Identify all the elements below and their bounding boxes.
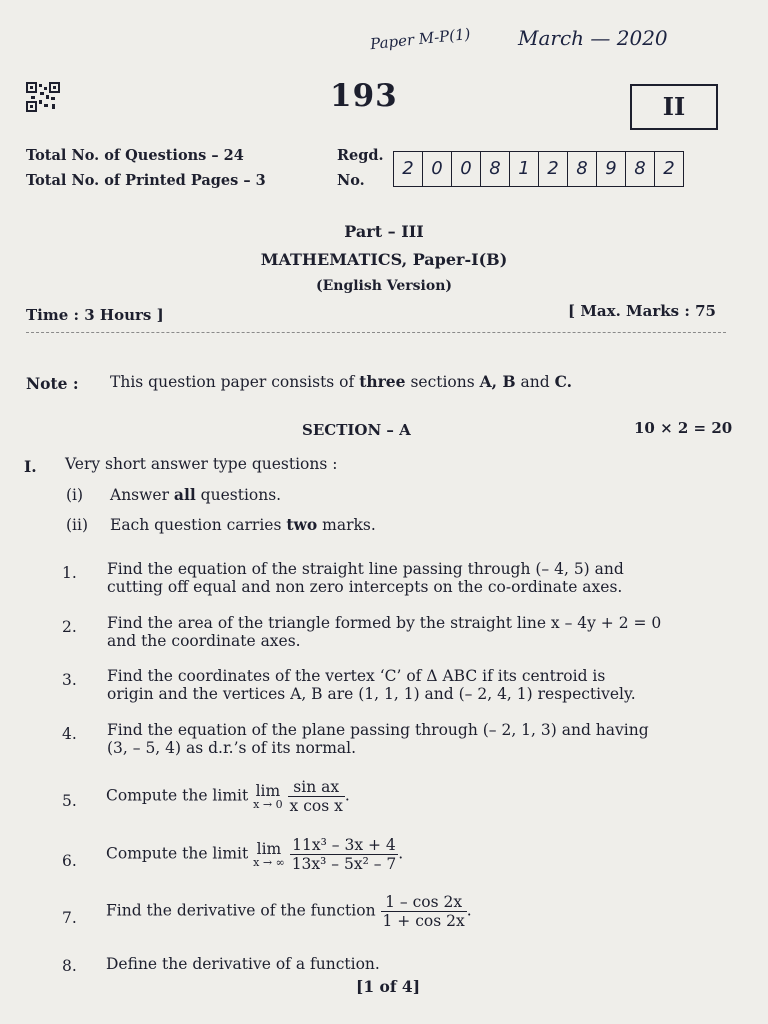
fraction-denominator: 1 + cos 2x: [382, 912, 465, 930]
note-text-part: This question paper consists of: [110, 373, 360, 391]
question-line: Compute the limit: [106, 844, 249, 863]
question-line: Define the derivative of a function.: [106, 955, 380, 973]
question-line: Find the equation of the plane passing through (– 2, 1, 3) and having: [107, 721, 649, 739]
fraction-numerator: 11x³ – 3x + 4: [290, 836, 399, 855]
fraction: [290, 836, 399, 873]
limit-symbol: lim: [255, 781, 281, 800]
reg-digit: 8: [626, 152, 655, 186]
question-line: Find the equation of the straight line passing through (– 4, 5) and: [107, 560, 624, 578]
instruction-number: (ii): [66, 516, 89, 534]
reg-digit: 8: [481, 152, 510, 186]
section-marks: 10 × 2 = 20: [634, 419, 733, 437]
question-number: 6.: [62, 852, 77, 870]
note-text-part: sections: [405, 373, 480, 391]
question-line: Compute the limit: [106, 786, 249, 805]
instruction-number: (i): [66, 486, 84, 504]
question-line: Find the coordinates of the vertex ‘C’ of Δ ABC if its centroid is: [107, 667, 606, 685]
instruction-text: marks.: [317, 516, 376, 534]
regd-label: Regd.: [337, 147, 384, 164]
subject-title: MATHEMATICS, Paper-I(B): [260, 250, 508, 269]
registration-number-grid: [393, 151, 684, 187]
limit-operator: [253, 841, 285, 869]
section-intro: Very short answer type questions :: [65, 455, 338, 473]
punctuation: .: [466, 901, 472, 920]
note-emphasis: A, B: [479, 372, 516, 391]
qr-code-icon: [26, 82, 60, 112]
fraction-numerator: sin ax: [288, 778, 345, 797]
limit-subscript: x → ∞: [253, 855, 285, 869]
question-text: [107, 721, 727, 757]
question-number: 2.: [62, 618, 77, 636]
reg-digit: 2: [394, 152, 423, 186]
total-questions: Total No. of Questions – 24: [26, 147, 244, 164]
question-5: [0, 778, 768, 822]
fraction-numerator: 1 – cos 2x: [381, 893, 467, 912]
page-indicator: [1 of 4]: [356, 977, 421, 996]
time-label: Time : 3 Hours ]: [26, 306, 164, 324]
reg-digit: 2: [663, 158, 675, 179]
question-6: [0, 836, 768, 880]
fraction-denominator: x cos x: [289, 797, 343, 815]
note-emphasis: three: [359, 372, 406, 391]
question-text: [107, 614, 727, 650]
limit-symbol: lim: [256, 839, 282, 858]
question-number: 4.: [62, 725, 77, 743]
question-line: (3, – 5, 4) as d.r.’s of its normal.: [107, 739, 357, 757]
question-7: [0, 893, 768, 937]
question-line: and the coordinate axes.: [107, 632, 301, 650]
no-label: No.: [337, 172, 365, 189]
divider: [26, 332, 726, 333]
question-line: origin and the vertices A, B are (1, 1, 1) and (– 2, 4, 1) respectively.: [107, 685, 636, 703]
instruction-text: Each question carries: [110, 516, 287, 534]
note-emphasis: C.: [554, 372, 573, 391]
fraction: [381, 893, 467, 930]
reg-digit: 9: [597, 152, 626, 186]
instruction-text: questions.: [195, 486, 282, 504]
question-text: [106, 893, 726, 930]
version-label: (English Version): [315, 278, 453, 294]
question-text: [107, 667, 727, 703]
punctuation: .: [398, 844, 404, 863]
question-text: [106, 955, 726, 973]
question-text: [106, 836, 726, 873]
question-number: 5.: [62, 792, 77, 810]
question-line: Find the derivative of the function: [106, 901, 376, 920]
handwritten-date-note: March — 2020: [518, 26, 668, 50]
instruction-1: [110, 485, 281, 504]
reg-digit: 0: [452, 152, 481, 186]
question-number: 3.: [62, 671, 77, 689]
section-title: SECTION – A: [302, 421, 411, 439]
fraction: [288, 778, 345, 815]
instruction-text: Answer: [110, 486, 174, 504]
reg-digit: 2: [539, 152, 568, 186]
max-marks-label: [ Max. Marks : 75: [568, 302, 716, 320]
instruction-2: [110, 515, 376, 534]
paper-code: 193: [330, 78, 398, 114]
fraction-denominator: 13x³ – 5x² – 7: [291, 855, 397, 873]
limit-subscript: x → 0: [253, 797, 283, 811]
limit-operator: [253, 783, 282, 811]
question-number: 1.: [62, 564, 77, 582]
question-text: [107, 560, 727, 596]
note-label: Note :: [26, 374, 79, 393]
part-title: Part – III: [344, 222, 424, 241]
question-line: cutting off equal and non zero intercepts on the co-ordinate axes.: [107, 578, 623, 596]
set-number-box: II: [630, 84, 718, 130]
note-text-part: and: [515, 373, 555, 391]
punctuation: .: [344, 786, 350, 805]
note-text: [110, 372, 572, 391]
handwritten-paper-note: Paper M-P(1): [369, 24, 472, 54]
question-number: 8.: [62, 957, 77, 975]
section-roman-numeral: I.: [24, 457, 37, 476]
instruction-emphasis: two: [286, 515, 318, 534]
reg-digit: 8: [568, 152, 597, 186]
reg-digit: 1: [510, 152, 539, 186]
question-line: Find the area of the triangle formed by the straight line x – 4y + 2 = 0: [107, 614, 662, 632]
question-text: [106, 778, 726, 815]
reg-digit: 0: [423, 152, 452, 186]
total-pages: Total No. of Printed Pages – 3: [26, 172, 266, 189]
question-number: 7.: [62, 909, 77, 927]
instruction-emphasis: all: [173, 485, 196, 504]
